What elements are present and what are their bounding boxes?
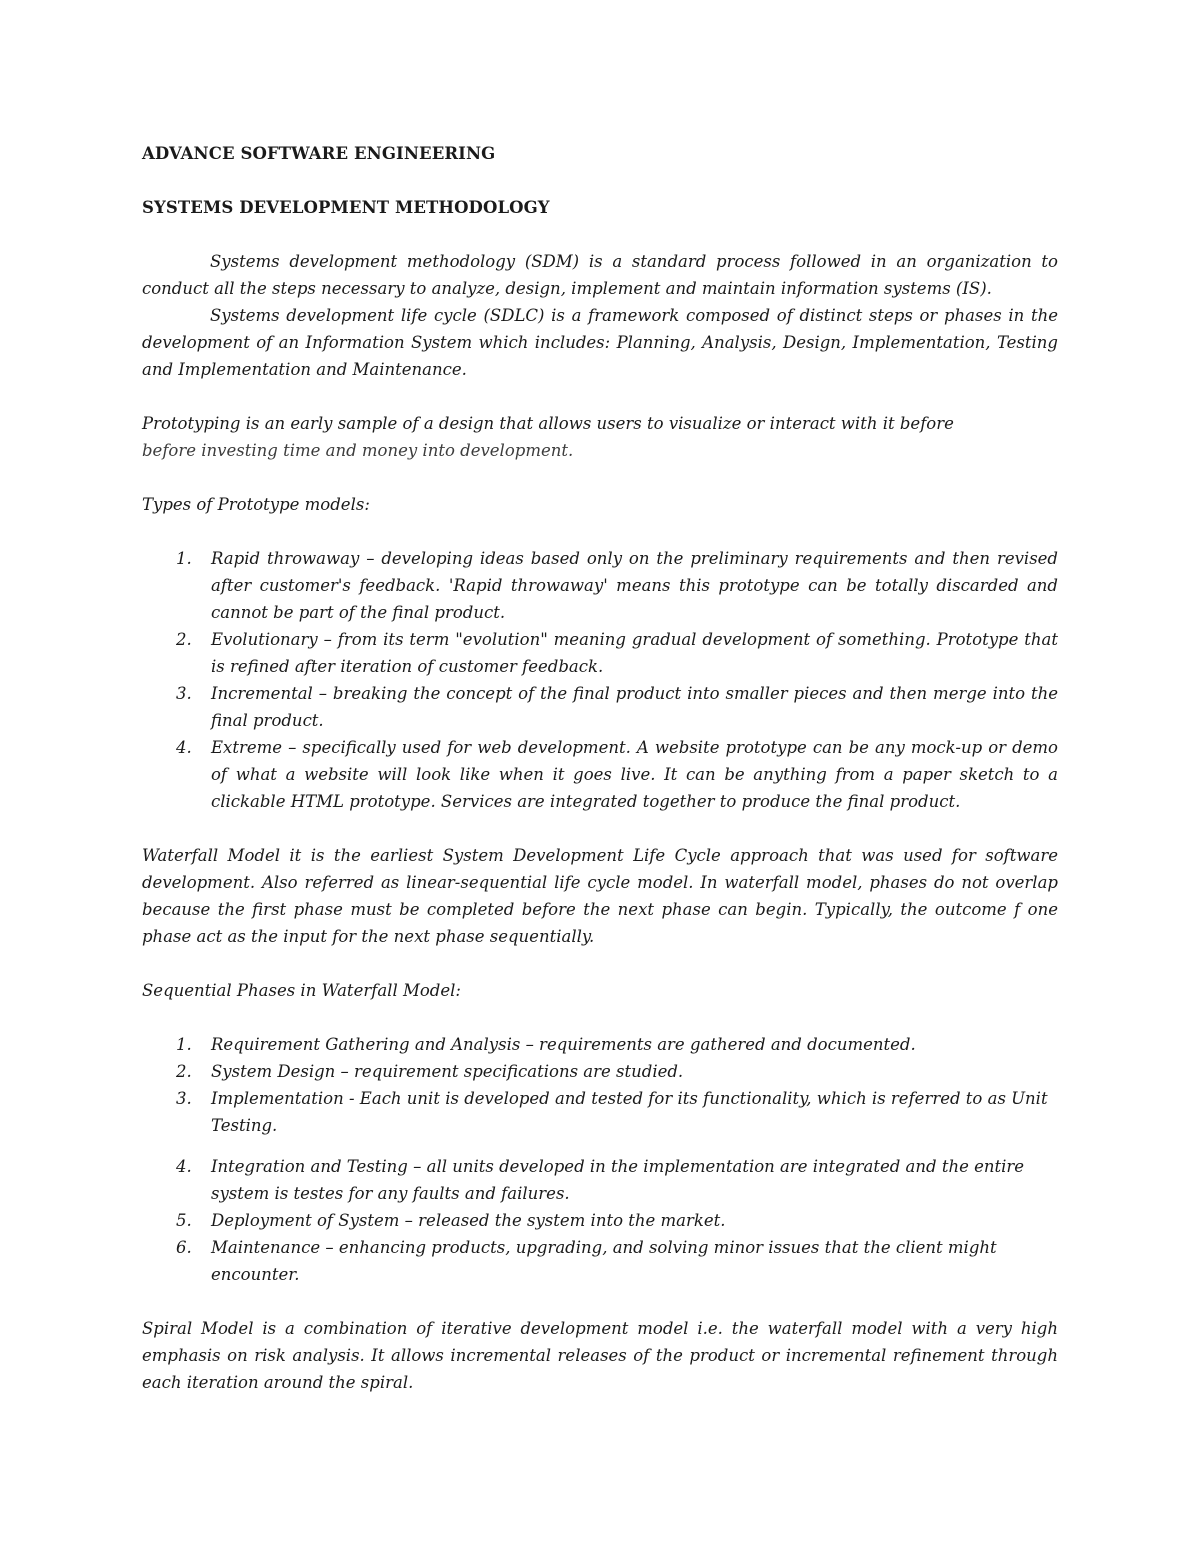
paragraph-spiral: Spiral Model is a combination of iterative development model i.e. the waterfall model with a very high emphasis on risk analysis. It allows incremental releases of the product or incremental refinement through each iteration around the spiral. (142, 1319, 1058, 1392)
waterfall-phases-list (142, 1031, 1058, 1288)
list-text: Maintenance – enhancing products, upgrading, and solving minor issues that the client might encounter. (211, 1238, 997, 1284)
paragraph-sdlc: Systems development life cycle (SDLC) is a framework composed of distinct steps or phases in the development of an Information System which includes: Planning, Analysis, Design, Implementation, Testing and Implementation and Maintenance. (142, 306, 1058, 379)
list-number: 3. (176, 1089, 192, 1108)
list-number: 2. (176, 1062, 192, 1081)
list-item (142, 1153, 1058, 1207)
list-text: Integration and Testing – all units developed in the implementation are integrated and the entire system is testes for any faults and failures. (211, 1157, 1025, 1203)
list-item (142, 680, 1058, 734)
list-item (142, 1058, 1058, 1085)
document-page (142, 140, 1058, 1396)
list-text: Incremental – breaking the concept of the final product into smaller pieces and then merge into the final product. (211, 684, 1058, 730)
paragraph-prototyping-line1: Prototyping is an early sample of a design that allows users to visualize or interact with it before (142, 414, 954, 433)
waterfall-phases-heading: Sequential Phases in Waterfall Model: (142, 981, 461, 1000)
list-text: Evolutionary – from its term "evolution" meaning gradual development of something. Prototype that is refined after iteration of customer feedback. (211, 630, 1058, 676)
list-item (142, 545, 1058, 626)
list-number: 1. (176, 1035, 192, 1054)
list-item (142, 734, 1058, 815)
section-title: SYSTEMS DEVELOPMENT METHODOLOGY (142, 198, 550, 217)
list-number: 1. (176, 549, 192, 568)
prototype-types-heading: Types of Prototype models: (142, 495, 370, 514)
paragraph-prototyping-line2: before investing time and money into development. (142, 441, 574, 460)
list-number: 4. (176, 1157, 192, 1176)
document-title: ADVANCE SOFTWARE ENGINEERING (142, 144, 496, 163)
list-number: 2. (176, 630, 192, 649)
paragraph-prototyping (142, 410, 1058, 464)
list-text: Deployment of System – released the system into the market. (211, 1211, 726, 1230)
list-number: 3. (176, 684, 192, 703)
list-item (142, 1207, 1058, 1234)
list-number: 6. (176, 1238, 192, 1257)
list-item (142, 626, 1058, 680)
list-item (142, 1085, 1058, 1139)
list-number: 5. (176, 1211, 192, 1230)
list-text: Implementation - Each unit is developed and tested for its functionality, which is referred to as Unit Testing. (211, 1089, 1048, 1135)
paragraph-waterfall: Waterfall Model it is the earliest System Development Life Cycle approach that was used for software development. Also referred as linear-sequential life cycle model. In waterfall model, phases do not overlap because the first phase must be completed before the next phase can begin. Typically, the outcome f one phase act as the input for the next phase sequentially. (142, 846, 1058, 946)
list-item (142, 1234, 1058, 1288)
list-item (142, 1031, 1058, 1058)
list-number: 4. (176, 738, 192, 757)
list-text: Requirement Gathering and Analysis – requirements are gathered and documented. (211, 1035, 916, 1054)
list-text: Rapid throwaway – developing ideas based only on the preliminary requirements and then revised after customer's feedback. 'Rapid throwaway' means this prototype can be totally discarded and cannot be part of the final product. (211, 549, 1058, 622)
list-text: System Design – requirement specifications are studied. (211, 1062, 684, 1081)
paragraph-sdm: Systems development methodology (SDM) is a standard process followed in an organization to conduct all the steps necessary to analyze, design, implement and maintain information systems (IS). (142, 252, 1058, 298)
prototype-types-list (142, 545, 1058, 815)
list-text: Extreme – specifically used for web development. A website prototype can be any mock-up or demo of what a website will look like when it goes live. It can be anything from a paper sketch to a clickable HTML prototype. Services are integrated together to produce the final product. (211, 738, 1058, 811)
